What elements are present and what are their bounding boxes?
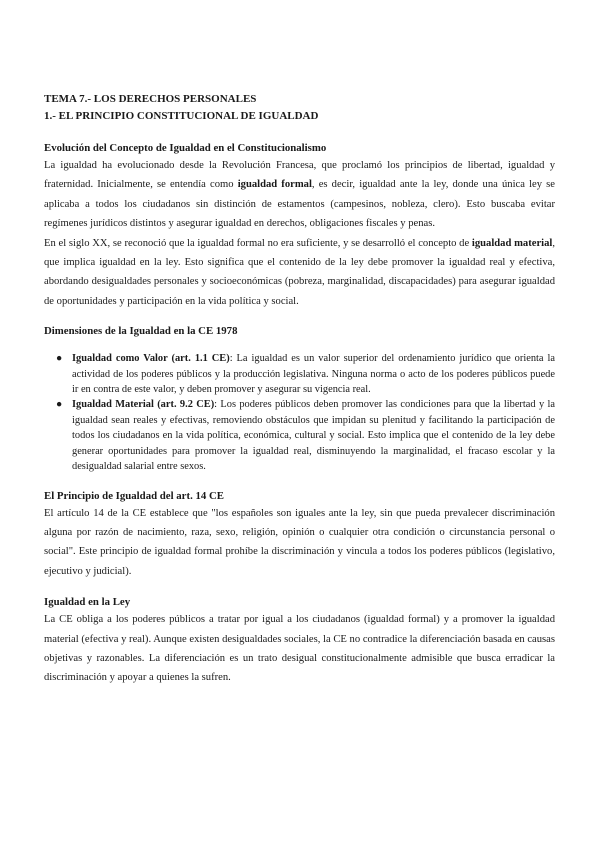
paragraph-text: En el siglo XX, se reconoció que la igualdad formal no era suficiente, y se desarrolló el concepto de	[44, 237, 472, 249]
list-item	[44, 351, 555, 397]
list-item-term: Igualdad Material (art. 9.2 CE)	[72, 399, 215, 411]
section-heading-evolucion: Evolución del Concepto de Igualdad en el Constitucionalismo	[44, 142, 327, 154]
document-content	[44, 92, 555, 688]
paragraph-evolucion-2	[44, 234, 555, 312]
list-item-text: : La igualdad es un valor superior del ordenamiento jurídico que orienta la actividad de los poderes públicos y la producción legislativa. Ninguna norma o acto de los poderes públicos puede ir en contra de este valor, y deben promover y asegurar su vigencia real.	[72, 353, 555, 396]
list-item-text: : Los poderes públicos deben promover las condiciones para que la libertad y la igualdad sean reales y efectivas, removiendo obstáculos que impidan su plenitud y facilitando la participación de todos los ciudadanos en la vida política, económica, cultural y social. Esto implica que el contenido de la ley debe generar oportunidades para promover la igualdad real, disminuyendo la marginalidad, el fracaso escolar y la desigualdad salarial entre sexos.	[72, 399, 556, 473]
section-heading-dimensiones: Dimensiones de la Igualdad en la CE 1978	[44, 325, 238, 338]
paragraph-art14: El artículo 14 de la CE establece que "los españoles son iguales ante la ley, sin que pueda prevalecer discriminación alguna por razón de nacimiento, raza, sexo, religión, opinión o cualquier otra condición o circunstancia personal o social". Este principio de igualdad formal prohíbe la discriminación y vincula a todos los poderes públicos (legislativo, ejecutivo y judicial).	[44, 507, 555, 577]
bullet-icon: ●	[56, 399, 63, 411]
list-item	[44, 397, 555, 474]
paragraph-evolucion-1	[44, 156, 555, 234]
document-title: TEMA 7.- LOS DERECHOS PERSONALES	[44, 93, 257, 105]
paragraph-text: La igualdad ha evolucionado desde la Revolución Francesa, que proclamó los principios de libertad, igualdad y fraternidad. Inicialmente, se entendía como	[44, 160, 555, 191]
paragraph-text: , que implica igualdad en la ley. Esto significa que el contenido de la ley debe promover la igualdad real y efectiva, abordando desigualdades personales y socioeconómicas (pobreza, marginalidad, discapacidades) para asegurar igualdad de oportunidades y participación en la vida política y social.	[44, 237, 556, 307]
section-heading-igualdad-ley: Igualdad en la Ley	[44, 596, 131, 609]
document-subtitle: 1.- EL PRINCIPIO CONSTITUCIONAL DE IGUALDAD	[44, 110, 319, 122]
bold-term-igualdad-material: igualdad material	[471, 237, 553, 249]
list-item-term: Igualdad como Valor (art. 1.1 CE)	[72, 353, 230, 365]
bullet-icon: ●	[56, 353, 63, 365]
paragraph-text: , es decir, igualdad ante la ley, donde una única ley se aplicaba a todos los ciudadanos sin distinción de estamentos (campesinos, nobleza, clero). Esto buscaba evitar regímenes jurídicos distintos y asegurar igualdad en derechos, obligaciones fiscales y penas.	[44, 179, 555, 230]
bold-term-igualdad-formal: igualdad formal	[237, 179, 312, 191]
section-heading-art14: El Principio de Igualdad del art. 14 CE	[44, 489, 224, 502]
paragraph-igualdad-ley: La CE obliga a los poderes públicos a tratar por igual a los ciudadanos (igualdad formal) y a promover la igualdad material (efectiva y real). Aunque existen desigualdades sociales, la CE no contradice la diferenciación basada en causas objetivas y razonables. La diferenciación es un trato desigual constitucionalmente admisible que busca erradicar la discriminación y apoyar a quienes la sufren.	[44, 614, 555, 684]
dimensiones-list	[44, 351, 555, 474]
